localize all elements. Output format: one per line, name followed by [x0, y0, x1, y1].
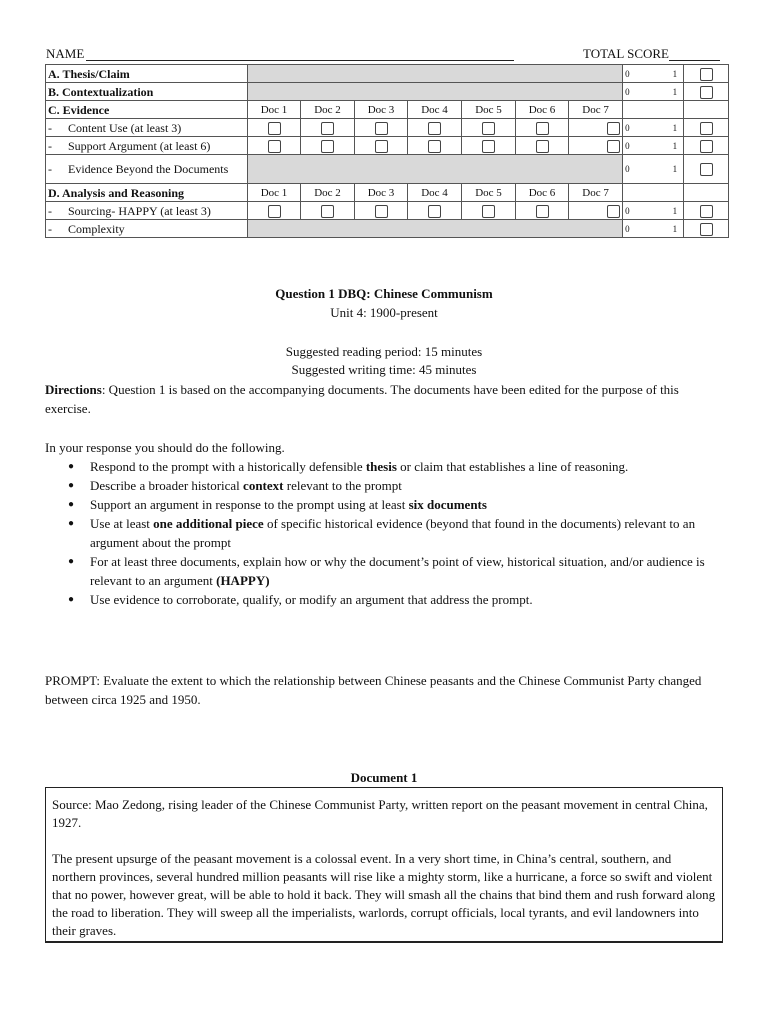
instructions-list: [68, 457, 724, 609]
sourcing-doc-checkbox[interactable]: [536, 205, 549, 218]
thesis-label: A. Thesis/Claim: [46, 65, 248, 83]
writing-time: Suggested writing time: 45 minutes: [291, 362, 477, 377]
unit-label: Unit 4: 1900-present: [330, 305, 438, 320]
rubric-row-content-use: - Content Use (at least 3) 0 1: [46, 119, 729, 137]
complexity-checkbox[interactable]: [700, 223, 713, 236]
list-item: ● Use evidence to corroborate, qualify, or modify an argument that address the prompt.: [90, 590, 724, 609]
support-argument-label: Support Argument (at least 6): [68, 138, 211, 153]
support-argument-doc-checkbox[interactable]: [536, 140, 549, 153]
rubric-row-thesis: A. Thesis/Claim 0 1: [46, 65, 729, 83]
rubric-row-context: B. Contextualization 0 1: [46, 83, 729, 101]
content-use-doc-checkbox[interactable]: [375, 122, 388, 135]
name-label: NAME: [46, 46, 85, 61]
sourcing-doc-checkbox[interactable]: [428, 205, 441, 218]
sourcing-doc-checkbox[interactable]: [268, 205, 281, 218]
content-use-doc-checkbox[interactable]: [428, 122, 441, 135]
list-item: ● Use at least one additional piece of specific historical evidence (beyond that found in the documents) relevant to an argument about the prompt: [90, 514, 724, 552]
context-label: B. Contextualization: [46, 83, 248, 101]
prompt: PROMPT: Evaluate the extent to which the relationship between Chinese peasants and the Chinese Communist Party changed between circa 1925 and 1950.: [45, 673, 702, 707]
evidence-beyond-checkbox[interactable]: [700, 163, 713, 176]
list-item: ● Support an argument in response to the prompt using at least six documents: [90, 495, 724, 514]
rubric-row-support-argument: - Support Argument (at least 6) 0 1: [46, 137, 729, 155]
list-item: ● Describe a broader historical context relevant to the prompt: [90, 476, 724, 495]
support-argument-doc-checkbox[interactable]: [482, 140, 495, 153]
evidence-label: C. Evidence: [46, 101, 248, 119]
content-use-doc-checkbox[interactable]: [536, 122, 549, 135]
content-use-doc-checkbox[interactable]: [321, 122, 334, 135]
sourcing-doc-checkbox[interactable]: [482, 205, 495, 218]
sourcing-doc-checkbox[interactable]: [375, 205, 388, 218]
score-header: [46, 46, 720, 62]
document-1-source: Source: Mao Zedong, rising leader of the Chinese Communist Party, written report on the peasant movement in central China, 1927.: [52, 797, 708, 830]
support-argument-checkbox[interactable]: [700, 140, 713, 153]
document-1-box: [45, 787, 723, 943]
complexity-label: Complexity: [68, 221, 125, 236]
support-argument-doc-checkbox[interactable]: [375, 140, 388, 153]
support-argument-doc-checkbox[interactable]: [428, 140, 441, 153]
rubric-row-sourcing: - Sourcing- HAPPY (at least 3) 0 1: [46, 202, 729, 220]
name-field[interactable]: [86, 60, 514, 61]
list-item: ● Respond to the prompt with a historically defensible thesis or claim that establishes a line of reasoning.: [90, 457, 724, 476]
directions: Directions: Question 1 is based on the accompanying documents. The documents have been edited for the purpose of this exercise.: [45, 382, 679, 416]
support-argument-doc-checkbox[interactable]: [268, 140, 281, 153]
rubric-row-analysis-header: D. Analysis and Reasoning Doc 1 Doc 2 Doc 3 Doc 4 Doc 5 Doc 6 Doc 7: [46, 184, 729, 202]
context-checkbox[interactable]: [700, 86, 713, 99]
total-score-field[interactable]: [669, 60, 720, 61]
rubric-row-evidence-header: C. Evidence Doc 1 Doc 2 Doc 3 Doc 4 Doc 5 Doc 6 Doc 7: [46, 101, 729, 119]
question-title: Question 1 DBQ: Chinese Communism: [275, 286, 493, 301]
content-use-doc-checkbox[interactable]: [268, 122, 281, 135]
content-use-checkbox[interactable]: [700, 122, 713, 135]
content-use-label: Content Use (at least 3): [68, 120, 182, 135]
sourcing-label: Sourcing- HAPPY (at least 3): [68, 203, 211, 218]
document-1-body: The present upsurge of the peasant movement is a colossal event. In a very short time, in China’s central, southern, and northern provinces, several hundred million peasants will rise like a mighty storm, like a hurricane, a force so swift and violent that no power, however great, will be able to hold it back. They will smash all the chains that bind them and rush forward along the road to liberation. They will sweep all the imperialists, warlords, corrupt officials, local tyrants, and evil landowners into their graves.: [52, 851, 716, 938]
sourcing-doc-checkbox[interactable]: [321, 205, 334, 218]
sourcing-checkbox[interactable]: [700, 205, 713, 218]
instructions-intro: In your response you should do the following.: [45, 440, 285, 455]
support-argument-doc-checkbox[interactable]: [321, 140, 334, 153]
sourcing-doc-checkbox[interactable]: [607, 205, 620, 218]
content-use-doc-checkbox[interactable]: [482, 122, 495, 135]
reading-period: Suggested reading period: 15 minutes: [285, 344, 483, 359]
document-1-heading: Document 1: [350, 770, 418, 785]
thesis-checkbox[interactable]: [700, 68, 713, 81]
list-item: ● For at least three documents, explain how or why the document’s point of view, historical situation, and/or audience is relevant to an argument (HAPPY): [90, 552, 724, 590]
rubric-row-evidence-beyond: - Evidence Beyond the Documents 0 1: [46, 155, 729, 184]
rubric-row-complexity: - Complexity 0 1: [46, 220, 729, 238]
content-use-doc-checkbox[interactable]: [607, 122, 620, 135]
support-argument-doc-checkbox[interactable]: [607, 140, 620, 153]
analysis-label: D. Analysis and Reasoning: [46, 184, 248, 202]
total-score-label: TOTAL SCORE: [583, 46, 669, 61]
rubric-table: [45, 64, 729, 238]
evidence-beyond-label: Evidence Beyond the Documents: [68, 162, 229, 176]
